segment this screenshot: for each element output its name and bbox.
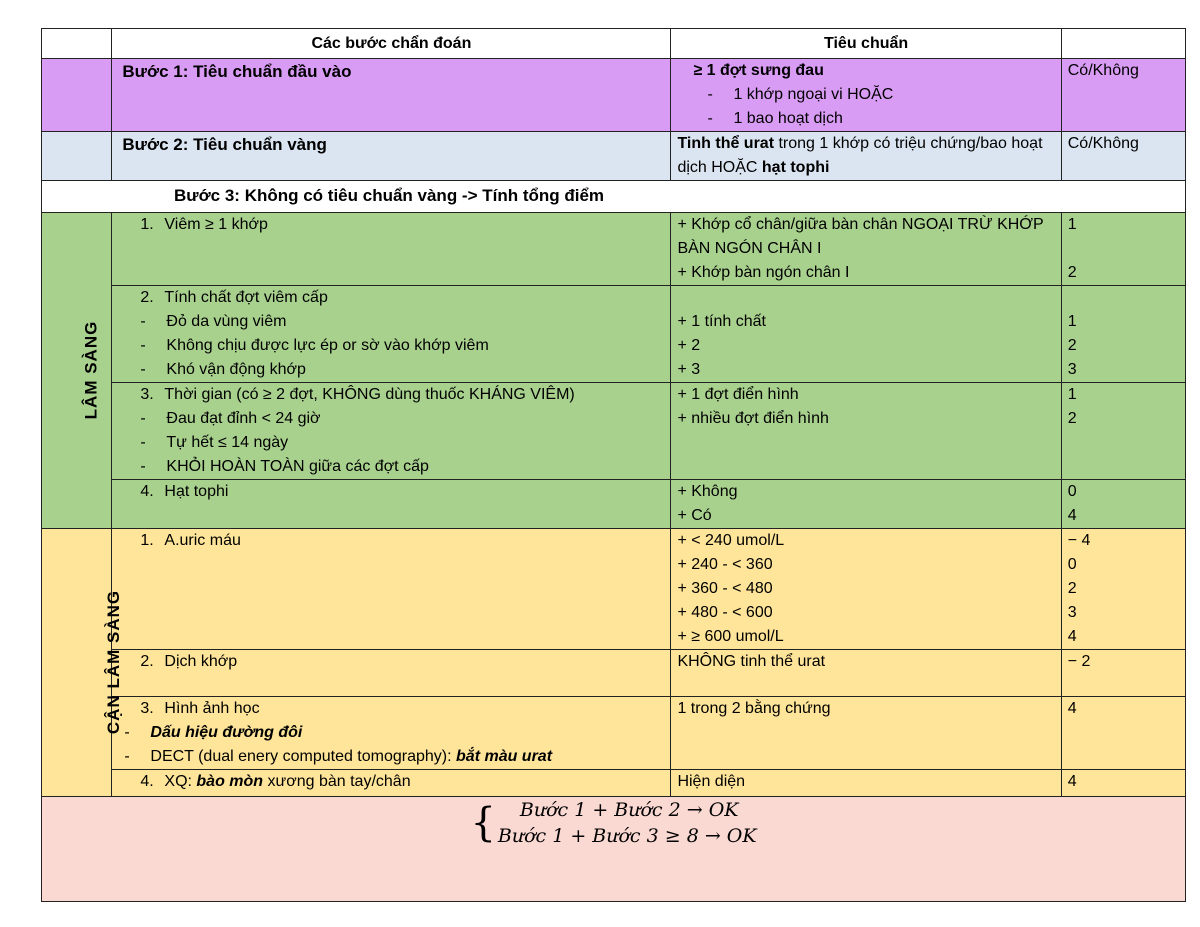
step3-title: Bước 3: Không có tiêu chuẩn vàng -> Tính tổng điểm — [174, 186, 605, 205]
step1-criteria-item: 1 bao hoạt dịch — [733, 110, 843, 127]
header-steps: Các bước chẩn đoán — [112, 29, 671, 59]
clinical-item-title: Viêm ≥ 1 khớp — [164, 216, 268, 233]
clinical-row-3: 3. Thời gian (có ≥ 2 đợt, KHÔNG dùng thuốc KHÁNG VIÊM) - Đau đạt đỉnh < 24 giờ - Tự hết ≤ 14 ngày - KHỎI HOÀN TOÀN giữa các đợt cấp + 1 đợt điển hình + nhiều đợt điển hình 1 2 — [42, 383, 1186, 480]
diagnostic-criteria-table-wrapper — [41, 28, 1186, 902]
formula-row — [42, 797, 1186, 902]
clinical-row-4: 4. Hạt tophi + Không + Có 0 4 — [42, 480, 1186, 529]
step2-result: Có/Không — [1061, 132, 1185, 181]
clinical-row-1: LÂM SÀNG 1. Viêm ≥ 1 khớp + Khớp cổ chân/giữa bàn chân NGOẠI TRỪ KHỚP BÀN NGÓN CHÂN I + Khớp bàn ngón chân I 1 2 — [42, 213, 1186, 286]
formula-line-2: Bước 1 + Bước 3 ≥ 8 → OK — [497, 825, 757, 847]
clinical-side-label: LÂM SÀNG — [42, 213, 112, 529]
step2-criteria: Tinh thể urat trong 1 khớp có triệu chứng/bao hoạt dịch HOẶC hạt tophi — [671, 132, 1061, 181]
paraclinical-row-3: 3. Hình ảnh học - Dấu hiệu đường đôi - DECT (dual enery computed tomography): bắt màu urat 1 trong 2 bằng chứng 4 — [42, 697, 1186, 770]
diagnostic-criteria-table — [41, 28, 1186, 902]
clinical-row-2: 2. Tính chất đợt viêm cấp - Đỏ da vùng viêm - Không chịu được lực ép or sờ vào khớp viêm - Khó vận động khớp + 1 tính chất + 2 + 3 1 2 3 — [42, 286, 1186, 383]
header-empty-cell — [42, 29, 112, 59]
paraclinical-row-2: 2. Dịch khớp KHÔNG tinh thể urat − 2 — [42, 650, 1186, 697]
step2-row — [42, 132, 1186, 181]
step2-title: Bước 2: Tiêu chuẩn vàng — [122, 135, 327, 154]
step1-result: Có/Không — [1061, 59, 1185, 132]
step1-criteria-main: ≥ 1 đợt sưng đau — [693, 62, 824, 79]
paraclinical-row-1: CẬN LÂM SÀNG 1. A.uric máu + < 240 umol/L + 240 - < 360 + 360 - < 480 + 480 - < 600 + ≥ 600 umol/L − 4 0 2 3 4 — [42, 529, 1186, 650]
header-result — [1061, 29, 1185, 59]
left-brace-icon: { — [470, 800, 496, 846]
step1-row: Bước 1: Tiêu chuẩn đầu vào ≥ 1 đợt sưng đau - 1 khớp ngoại vi HOẶC - 1 bao hoạt dịch Có/Không — [42, 59, 1186, 132]
step3-row — [42, 181, 1186, 213]
formula-cell — [42, 797, 1186, 902]
step1-criteria-item: 1 khớp ngoại vi HOẶC — [733, 86, 894, 103]
paraclinical-row-4: 4. XQ: bào mòn xương bàn tay/chân Hiện diện 4 — [42, 770, 1186, 797]
step1-title: Bước 1: Tiêu chuẩn đầu vào — [122, 62, 352, 81]
paraclinical-side-label: CẬN LÂM SÀNG — [42, 529, 112, 797]
table-header-row — [42, 29, 1186, 59]
formula-line-1: Bước 1 + Bước 2 → OK — [519, 799, 739, 821]
header-criteria: Tiêu chuẩn — [671, 29, 1061, 59]
